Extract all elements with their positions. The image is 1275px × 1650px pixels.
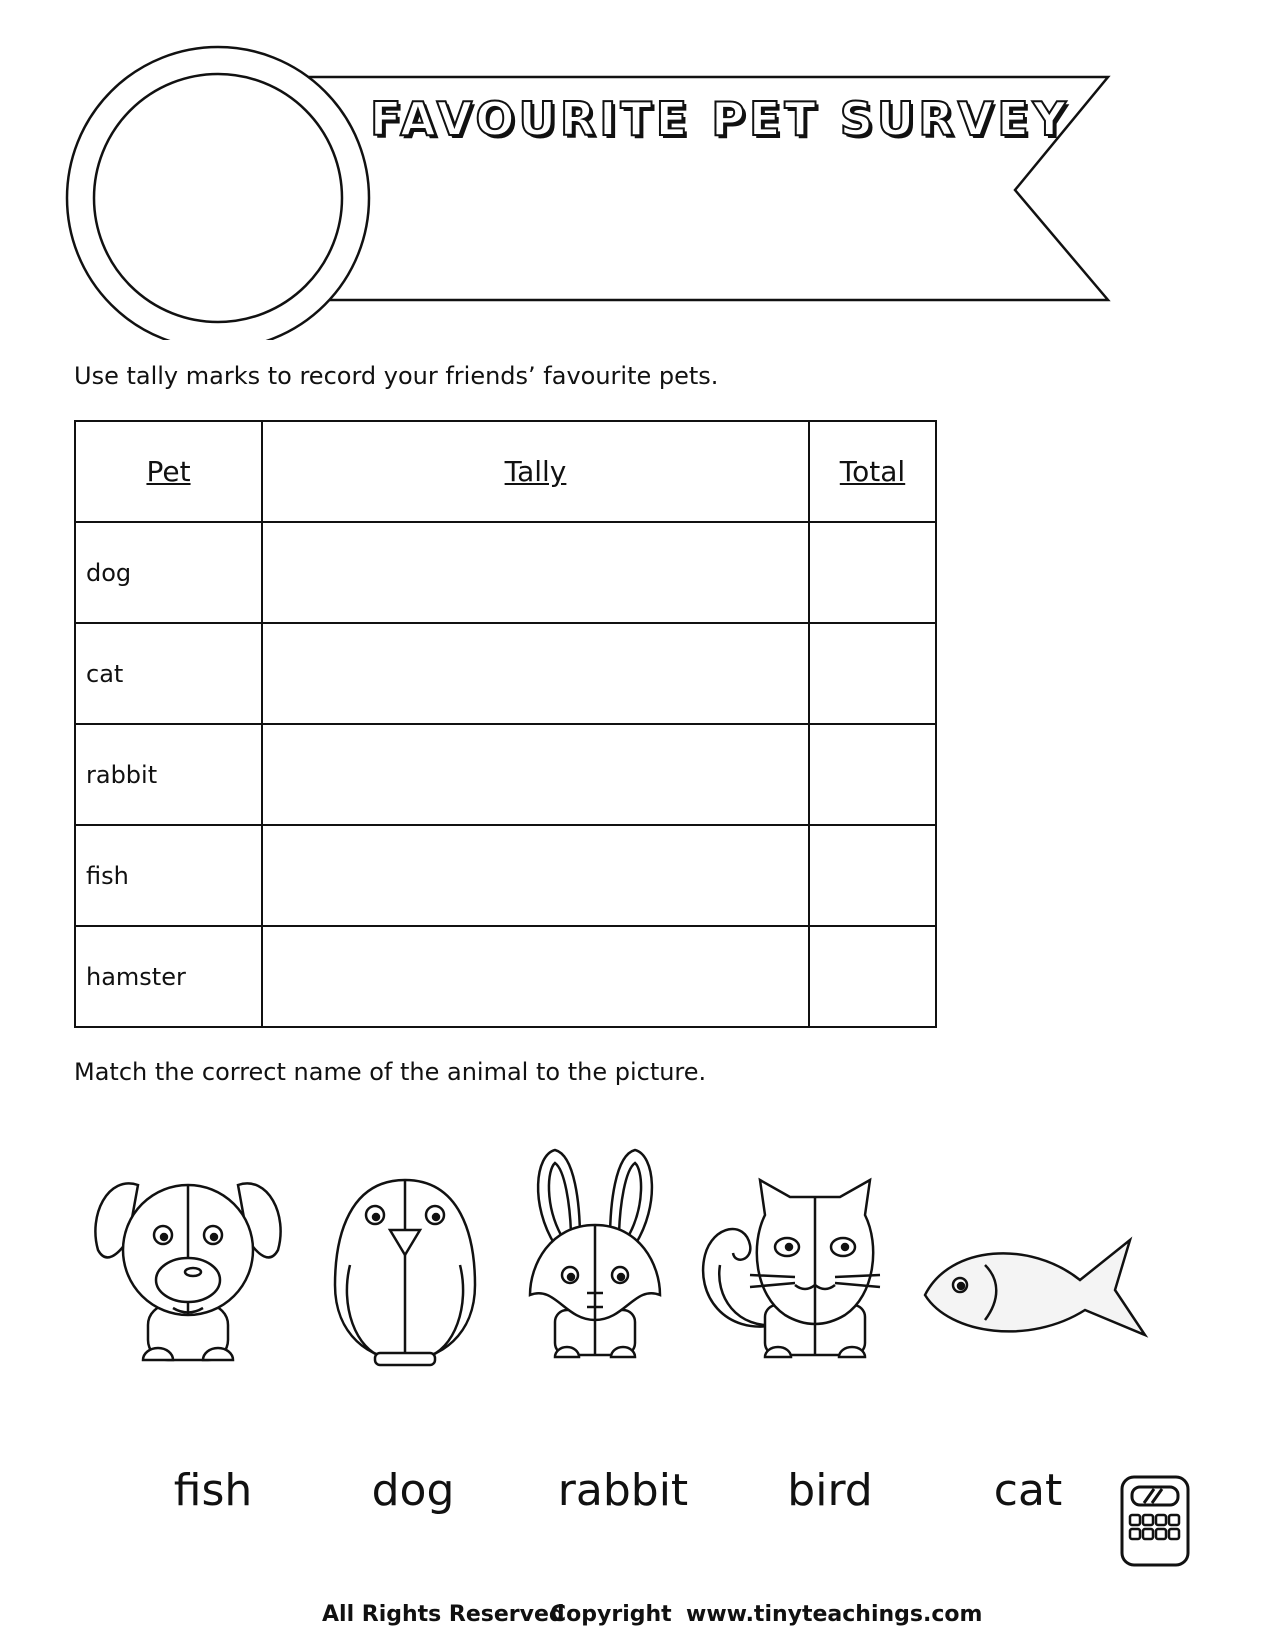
footer-copyright: Copyright <box>550 1602 672 1627</box>
word-cat: cat <box>993 1465 1063 1516</box>
page-title: FAVOURITE PET SURVEY <box>370 92 1070 146</box>
pet-name: fish <box>75 825 262 926</box>
table-row <box>75 926 936 1027</box>
word-bird: bird <box>787 1465 873 1516</box>
table-row <box>75 623 936 724</box>
tally-cell[interactable] <box>262 926 809 1027</box>
total-cell[interactable] <box>809 623 936 724</box>
word-fish: fish <box>173 1465 253 1516</box>
pet-name: cat <box>75 623 262 724</box>
tally-table <box>74 420 937 1028</box>
word-rabbit: rabbit <box>557 1465 689 1516</box>
rabbit-icon <box>525 1145 665 1370</box>
bird-icon <box>330 1175 480 1370</box>
pet-name: hamster <box>75 926 262 1027</box>
header-total: Total <box>809 421 936 522</box>
fish-icon <box>920 1235 1150 1345</box>
tally-cell[interactable] <box>262 522 809 623</box>
pet-name: rabbit <box>75 724 262 825</box>
tally-cell[interactable] <box>262 623 809 724</box>
tally-instruction: Use tally marks to record your friends’ favourite pets. <box>74 362 719 390</box>
word-dog: dog <box>371 1465 455 1516</box>
table-row <box>75 724 936 825</box>
table-row <box>75 522 936 623</box>
pet-name: dog <box>75 522 262 623</box>
tally-cell[interactable] <box>262 825 809 926</box>
total-cell[interactable] <box>809 825 936 926</box>
total-cell[interactable] <box>809 926 936 1027</box>
title-banner <box>0 0 1275 340</box>
header-pet: Pet <box>75 421 262 522</box>
footer-website[interactable]: www.tinyteachings.com <box>686 1602 983 1627</box>
cat-icon <box>695 1175 895 1370</box>
header-tally: Tally <box>262 421 809 522</box>
match-instruction: Match the correct name of the animal to the picture. <box>74 1058 707 1086</box>
total-cell[interactable] <box>809 522 936 623</box>
footer-rights: All Rights Reserved <box>322 1602 565 1627</box>
table-row <box>75 825 936 926</box>
dog-icon <box>88 1155 288 1370</box>
tally-cell[interactable] <box>262 724 809 825</box>
calculator-icon <box>1120 1475 1192 1570</box>
total-cell[interactable] <box>809 724 936 825</box>
